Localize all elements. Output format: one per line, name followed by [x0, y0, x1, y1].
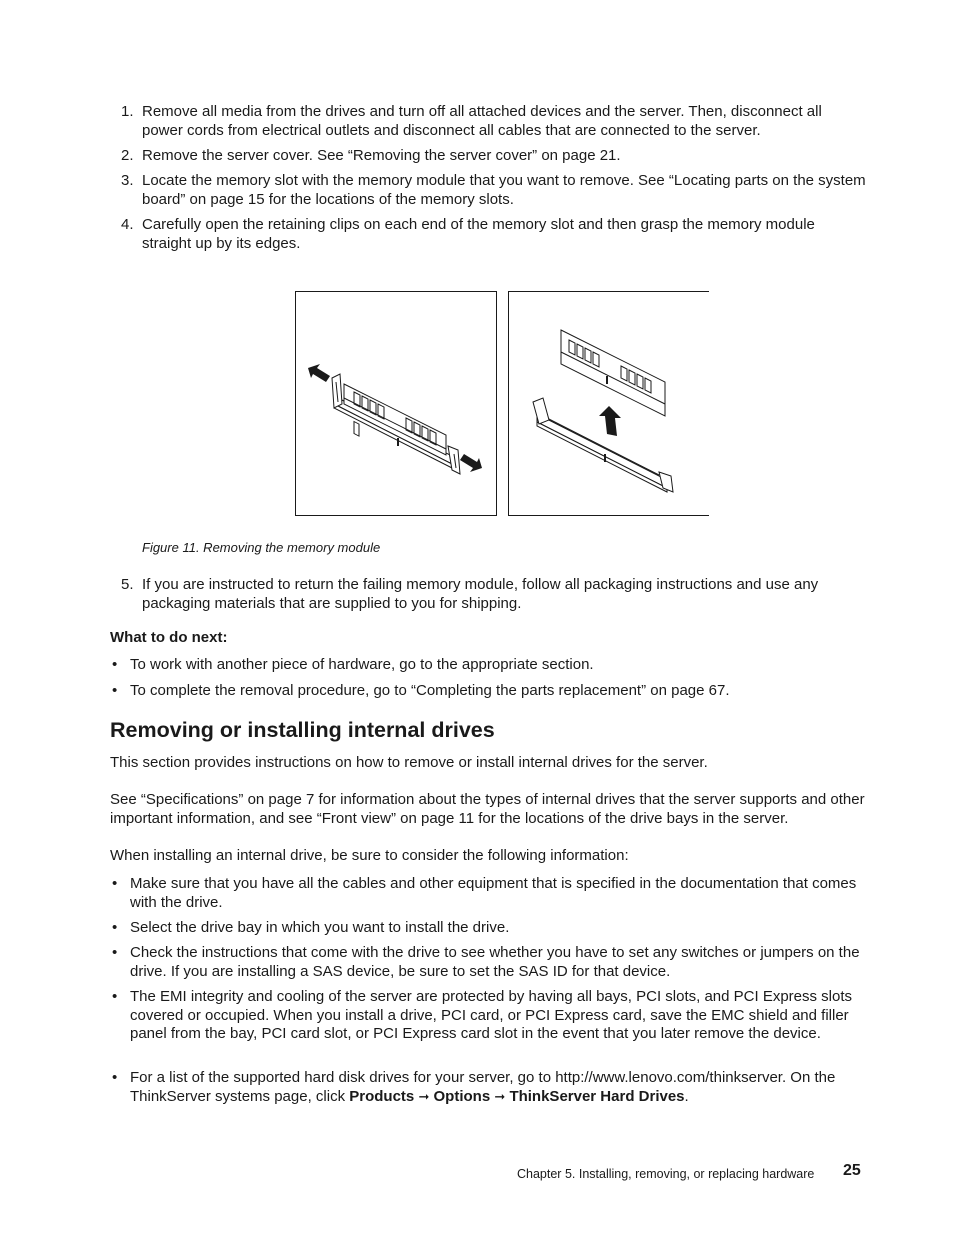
bullet-text: The EMI integrity and cooling of the server are protected by having all bays, PCI slots, and PCI Express slots covered or occupied. When you install a drive, PCI card, or PCI Express card, save the EMC shield and filler panel from the bay, PCI card slot, or PCI Express card slot in the event that you later remove the device. [130, 988, 853, 1043]
bullet-text: Make sure that you have all the cables and other equipment that is specified in the documentation that comes with the drive. [130, 875, 857, 911]
step-5 [121, 576, 866, 613]
step-1 [121, 103, 866, 140]
bullet-icon: • [112, 682, 118, 699]
bullet-icon: • [112, 1069, 118, 1086]
drive-bullet-5 [110, 1069, 866, 1107]
drive-bullet-4 [110, 988, 866, 1044]
step-number: 5. [121, 576, 134, 593]
next-bullet-1 [110, 656, 866, 675]
step-number: 2. [121, 147, 134, 164]
arrow-right-icon: ➞ [418, 1089, 430, 1105]
drive-bullet-2 [110, 919, 866, 938]
step-number: 3. [121, 172, 134, 189]
step-4 [121, 216, 866, 253]
arrow-up-icon [599, 406, 621, 436]
arrow-right-icon: ➞ [494, 1089, 506, 1105]
bullet-text: Select the drive bay in which you want to install the drive. [130, 919, 510, 936]
bullet-text: Check the instructions that come with the drive to see whether you have to set any switches or jumpers on the drive. If you are installing a SAS device, be sure to set the SAS ID for that device. [130, 944, 860, 980]
step-2 [121, 147, 866, 166]
step-text: Remove the server cover. See “Removing the server cover” on page 21. [142, 147, 621, 164]
section-paragraph-2: See “Specifications” on page 7 for information about the types of internal drives that the server supports and other important information, and see “Front view” on page 11 for the locations of the drive bays in the server. [110, 791, 865, 827]
arrow-right-icon [460, 454, 482, 472]
next-bullet-2 [110, 682, 866, 701]
section-paragraph-1: This section provides instructions on how to remove or install internal drives for the server. [110, 754, 708, 771]
section-paragraph-3: When installing an internal drive, be sure to consider the following information: [110, 847, 629, 864]
memory-lift-illustration [509, 292, 709, 515]
bullet-icon: • [112, 919, 118, 936]
figure-panel-lift-module [508, 291, 709, 516]
bullet-body: For a list of the supported hard disk drives for your server, go to http://www.lenovo.com/thinkserver. On the ThinkServer systems page, click [130, 1069, 836, 1105]
bullet-text: To complete the removal procedure, go to “Completing the parts replacement” on page 67. [130, 682, 730, 699]
bullet-text: To work with another piece of hardware, go to the appropriate section. [130, 656, 594, 673]
path-products: Products [349, 1087, 415, 1105]
footer-chapter: Chapter 5. Installing, removing, or replacing hardware [517, 1167, 815, 1181]
path-hard-drives: ThinkServer Hard Drives [509, 1087, 685, 1105]
sentence-end: . [684, 1087, 689, 1105]
step-text: Carefully open the retaining clips on each end of the memory slot and then grasp the memory module straight up by its edges. [142, 216, 815, 252]
drive-bullet-3 [110, 944, 866, 981]
bullet-icon: • [112, 656, 118, 673]
figure-caption: Figure 11. Removing the memory module [142, 540, 381, 555]
step-text: If you are instructed to return the failing memory module, follow all packaging instructions and use any packaging materials that are supplied to you for shipping. [142, 576, 819, 612]
bullet-icon: • [112, 875, 118, 892]
step-3 [121, 172, 866, 209]
step-text: Locate the memory slot with the memory module that you want to remove. See “Locating parts on the system board” on page 15 for the locations of the memory slots. [142, 172, 866, 208]
section-heading: Removing or installing internal drives [110, 718, 495, 742]
bullet-text [130, 1069, 866, 1107]
page-number: 25 [843, 1162, 861, 1179]
step-number: 1. [121, 103, 134, 120]
arrow-left-icon [308, 364, 330, 382]
bullet-icon: • [112, 988, 118, 1005]
step-text: Remove all media from the drives and turn off all attached devices and the server. Then, disconnect all power cords from electrical outlets and disconnect all cables that are connected to the server. [142, 103, 822, 139]
drive-bullet-1 [110, 875, 866, 912]
step-number: 4. [121, 216, 134, 233]
bullet-icon: • [112, 944, 118, 961]
memory-clips-illustration [296, 292, 496, 515]
path-options: Options [433, 1087, 491, 1105]
what-to-do-next-heading: What to do next: [110, 629, 228, 646]
figure-panel-release-clips [295, 291, 497, 516]
